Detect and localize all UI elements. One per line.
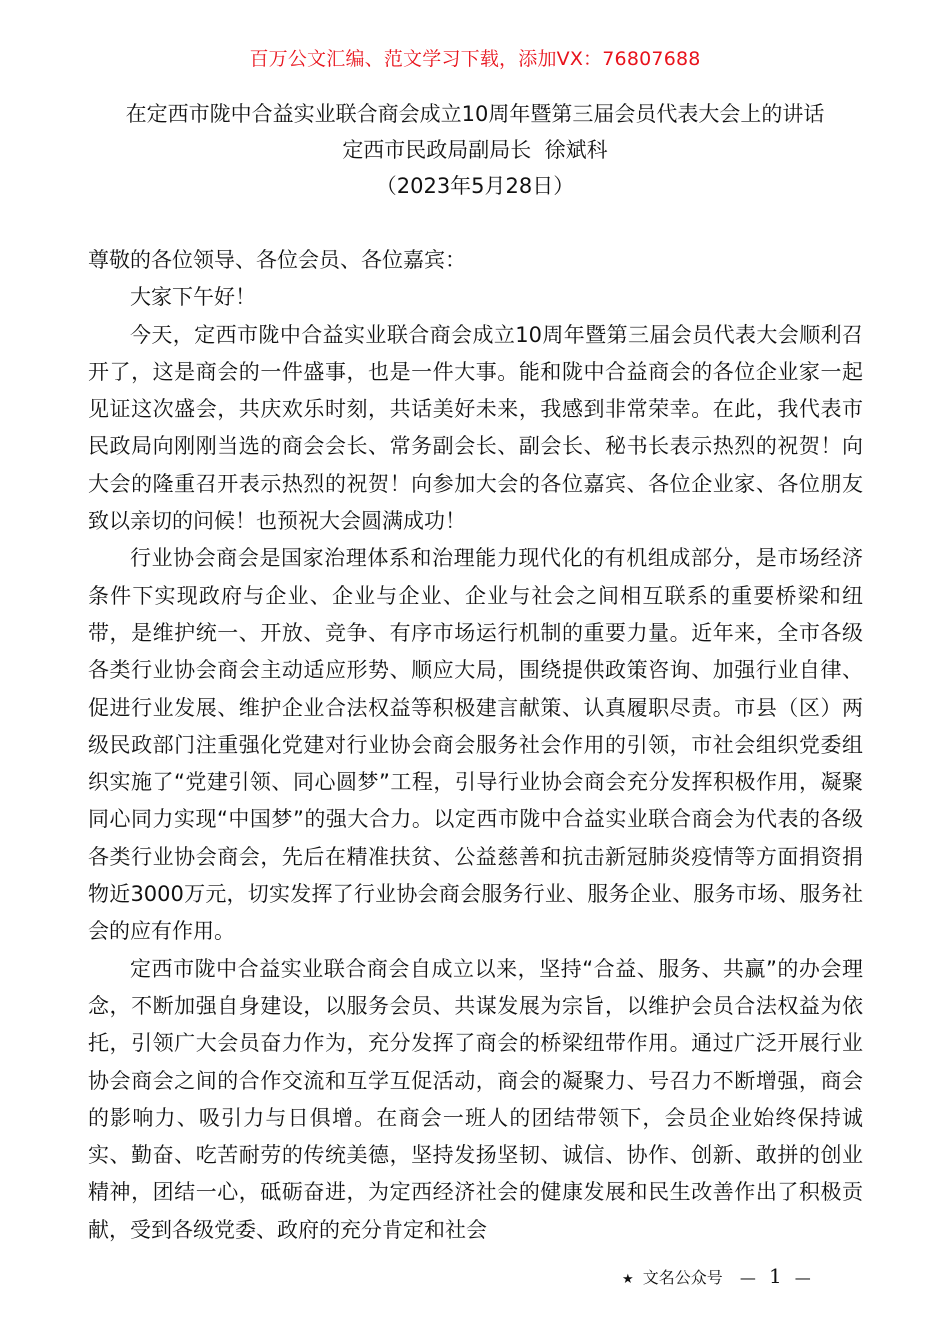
- speech-title: 在定西市陇中合益实业联合商会成立10周年暨第三届会员代表大会上的讲话: [125, 102, 825, 126]
- body-paragraph: 今天，定西市陇中合益实业联合商会成立10周年暨第三届会员代表大会顺利召开了，这是商会的一件盛事，也是一件大事。能和陇中合益商会的各位企业家一起见证这次盛会，共庆欢乐时刻，共话美好未来，我感到非常荣幸。在此，我代表市民政局向刚刚当选的商会会长、常务副会长、副会长、秘书长表示热烈的祝贺！向大会的隆重召开表示热烈的祝贺！向参加大会的各位嘉宾、各位企业家、各位朋友致以亲切的问候！也预祝大会圆满成功！: [88, 322, 863, 534]
- download-banner: 百万公文汇编、范文学习下载，添加VX：76807688: [249, 48, 701, 70]
- star-icon: ★: [622, 1272, 634, 1287]
- speech-header: [0, 96, 950, 204]
- salutation: 尊敬的各位领导、各位会员、各位嘉宾：: [88, 248, 466, 272]
- footer-dash-right: —: [794, 1268, 811, 1287]
- footer-dash-left: —: [739, 1268, 756, 1287]
- page-number: 1: [768, 1264, 782, 1288]
- greeting-paragraph: 大家下午好！: [130, 285, 256, 310]
- body-paragraph: 行业协会商会是国家治理体系和治理能力现代化的有机组成部分，是市场经济条件下实现政府与企业、企业与企业、企业与社会之间相互联系的重要桥梁和纽带，是维护统一、开放、竞争、有序市场运行机制的重要力量。近年来，全市各级各类行业协会商会主动适应形势、顺应大局，围绕提供政策咨询、加强行业自律、促进行业发展、维护企业合法权益等积极建言献策、认真履职尽责。市县（区）两级民政部门注重强化党建对行业协会商会服务社会作用的引领，市社会组织党委组织实施了“党建引领、同心圆梦”工程，引导行业协会商会充分发挥积极作用，凝聚同心同力实现“中国梦”的强大合力。以定西市陇中合益实业联合商会为代表的各级各类行业协会商会，先后在精准扶贫、公益慈善和抗击新冠肺炎疫情等方面捐资捐物近3000万元，切实发挥了行业协会商会服务行业、服务企业、服务市场、服务社会的应有作用。: [88, 546, 863, 944]
- body-paragraph: 定西市陇中合益实业联合商会自成立以来，坚持“合益、服务、共赢”的办会理念，不断加强自身建设，以服务会员、共谋发展为宗旨，以维护会员合法权益为依托，引领广大会员奋力作为，充分发挥了商会的桥梁纽带作用。通过广泛开展行业协会商会之间的合作交流和互学互促活动，商会的凝聚力、号召力不断增强，商会的影响力、吸引力与日俱增。在商会一班人的团结带领下，会员企业始终保持诚实、勤奋、吃苦耐劳的传统美德，坚持发扬坚韧、诚信、协作、创新、敢拼的创业精神，团结一心，砥砺奋进，为定西经济社会的健康发展和民生改善作出了积极贡献，受到各级党委、政府的充分肯定和社会: [88, 956, 863, 1242]
- speech-body: [88, 242, 863, 1249]
- page-footer: [622, 1264, 811, 1288]
- speaker-line: 定西市民政局副局长 徐斌科: [342, 138, 608, 162]
- footer-source: 文名公众号: [642, 1268, 723, 1287]
- speech-date: （2023年5月28日）: [375, 174, 575, 198]
